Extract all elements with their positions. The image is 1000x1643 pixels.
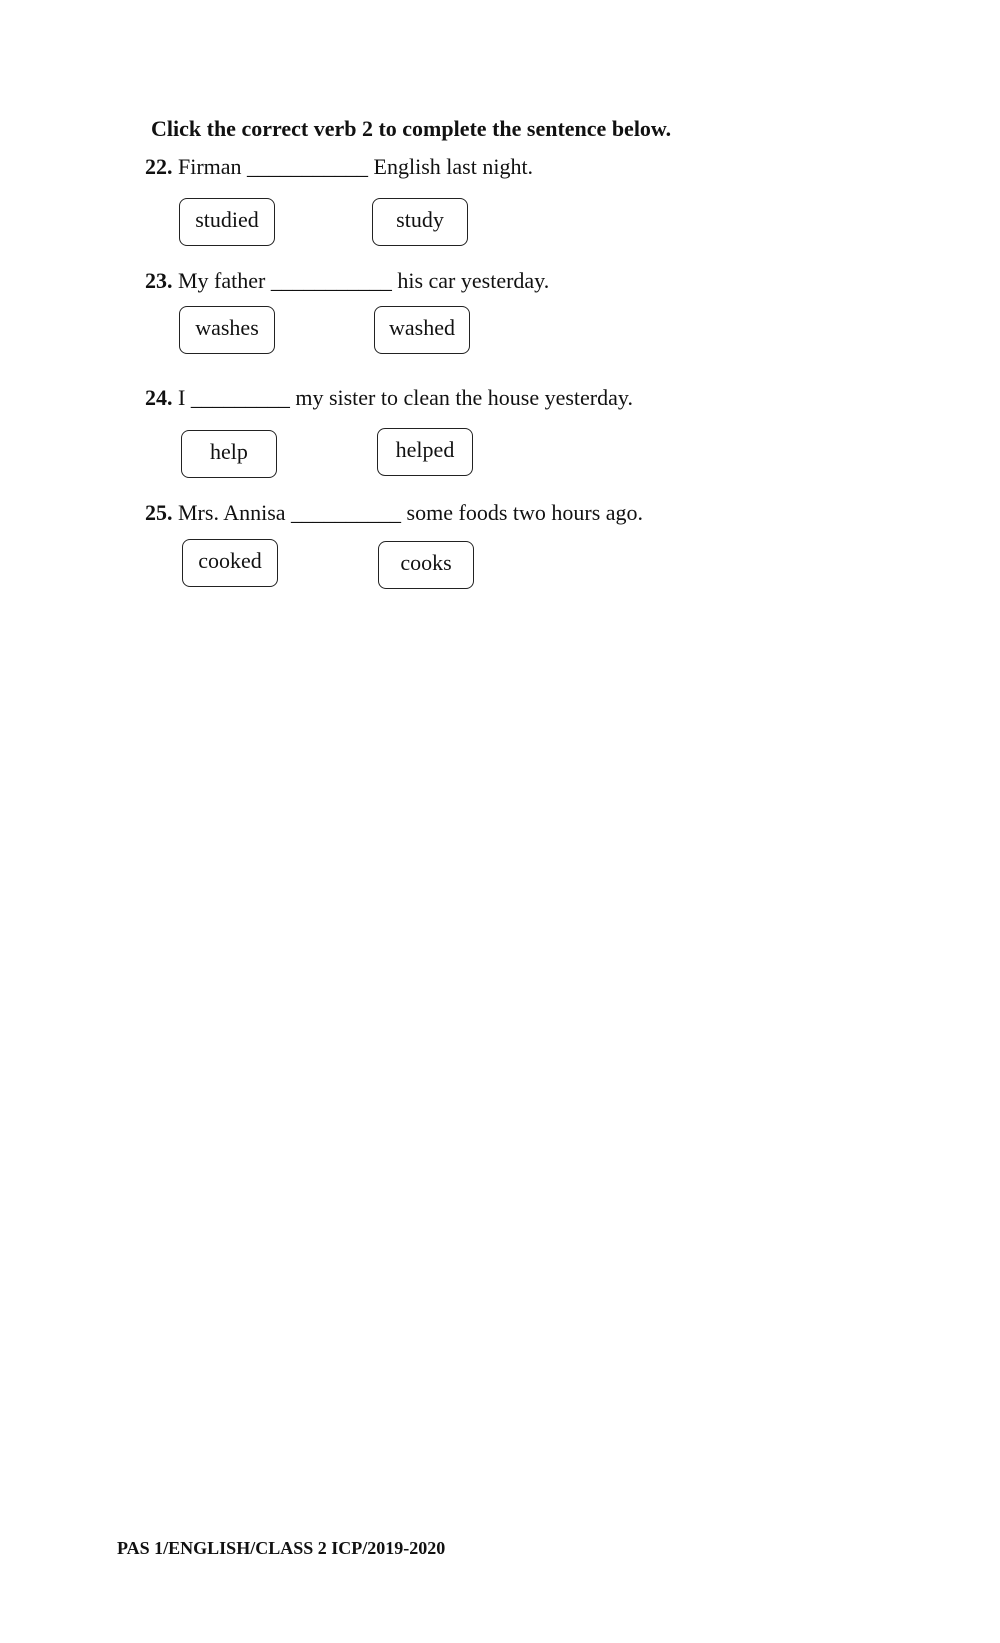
question-23 bbox=[145, 268, 549, 294]
question-number: 25. bbox=[145, 500, 173, 525]
option-study-button[interactable]: study bbox=[372, 198, 468, 246]
instruction-text: Click the correct verb 2 to complete the sentence below. bbox=[151, 116, 672, 141]
question-24 bbox=[145, 385, 633, 411]
option-helped-button[interactable]: helped bbox=[377, 428, 473, 476]
option-washes-button[interactable]: washes bbox=[179, 306, 275, 354]
question-number: 24. bbox=[145, 385, 173, 410]
question-25 bbox=[145, 500, 643, 526]
question-number: 23. bbox=[145, 268, 173, 293]
question-sentence: I _________ my sister to clean the house yesterday. bbox=[172, 385, 633, 410]
question-sentence: Mrs. Annisa __________ some foods two hours ago. bbox=[172, 500, 644, 525]
option-studied-button[interactable]: studied bbox=[179, 198, 275, 246]
option-cooked-button[interactable]: cooked bbox=[182, 539, 278, 587]
question-sentence: My father ___________ his car yesterday. bbox=[172, 268, 550, 293]
option-washed-button[interactable]: washed bbox=[374, 306, 470, 354]
question-sentence: Firman ___________ English last night. bbox=[172, 154, 534, 179]
question-22 bbox=[145, 154, 533, 180]
option-cooks-button[interactable]: cooks bbox=[378, 541, 474, 589]
footer-text: PAS 1/ENGLISH/CLASS 2 ICP/2019-2020 bbox=[117, 1538, 446, 1558]
question-number: 22. bbox=[145, 154, 173, 179]
option-help-button[interactable]: help bbox=[181, 430, 277, 478]
